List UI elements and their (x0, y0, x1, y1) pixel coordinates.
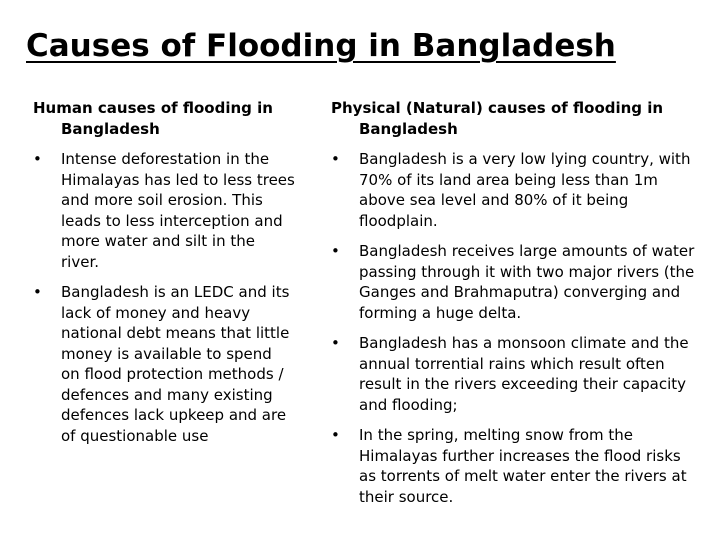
bullet-icon: • (33, 283, 42, 301)
physical-causes-heading: Physical (Natural) causes of flooding in Bangladesh (331, 99, 664, 138)
list-item (331, 425, 701, 507)
bullet-text: Bangladesh is a very low lying country, with 70% of its land area being less than 1m above sea level and 80% of it being floodplain. (359, 150, 691, 230)
list-item (33, 282, 295, 446)
list-item (33, 149, 295, 272)
bullet-text: Intense deforestation in the Himalayas has led to less trees and more soil erosion. This leads to less interception and more water and silt in the river. (61, 150, 295, 271)
bullet-text: Bangladesh is an LEDC and its lack of money and heavy national debt means that little money is available to spend on flood protection methods / defences and many existing defences lack upkeep and are of questionable use (61, 283, 290, 445)
bullet-icon: • (331, 426, 340, 444)
list-item (331, 333, 701, 415)
bullet-icon: • (33, 150, 42, 168)
bullet-text: In the spring, melting snow from the Himalayas further increases the flood risks as torrents of melt water enter the rivers at their source. (359, 426, 687, 506)
human-causes-list (33, 149, 295, 446)
bullet-icon: • (331, 334, 340, 352)
list-item (331, 241, 701, 323)
physical-causes-column (331, 98, 701, 517)
slide-title: Causes of Flooding in Bangladesh (26, 28, 616, 64)
human-causes-heading: Human causes of flooding in Bangladesh (33, 99, 273, 138)
physical-causes-list (331, 149, 701, 507)
bullet-text: Bangladesh receives large amounts of water passing through it with two major rivers (the Ganges and Brahmaputra) converging and forming a huge delta. (359, 242, 695, 322)
human-causes-column (33, 98, 295, 456)
bullet-icon: • (331, 150, 340, 168)
list-item (331, 149, 701, 231)
bullet-text: Bangladesh has a monsoon climate and the annual torrential rains which result often result in the rivers exceeding their capacity and flooding; (359, 334, 689, 414)
bullet-icon: • (331, 242, 340, 260)
